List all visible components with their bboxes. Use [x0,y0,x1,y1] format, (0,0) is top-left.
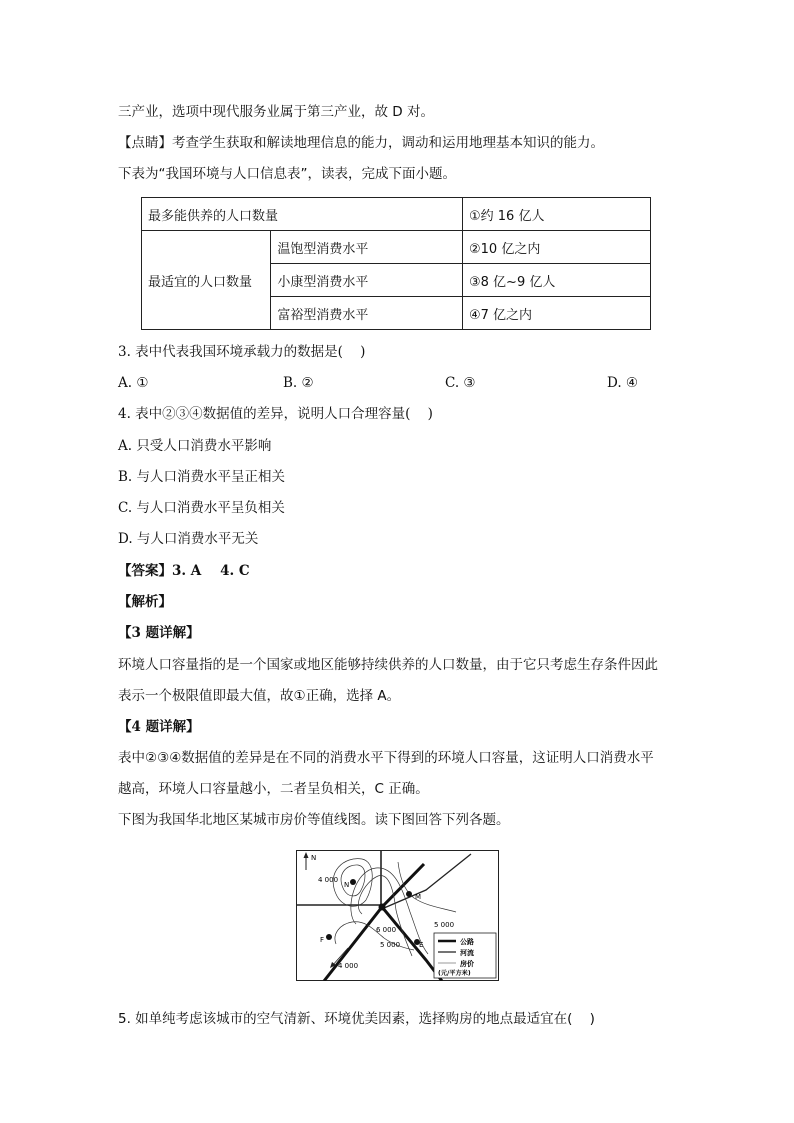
table-cell: 小康型消费水平 [271,264,463,297]
map-legend [434,933,496,978]
isoline-value: 4 000 [318,876,339,884]
population-table [141,197,651,330]
table-cell: ③8 亿~9 亿人 [463,264,651,297]
question-3-option-a: A. ① [118,375,149,391]
point-n-marker [350,879,356,885]
isoline-value: 4 000 [338,962,359,970]
detail-3-text-2: 表示一个极限值即最大值，故①正确，选择 A。 [118,688,401,704]
legend-road-label: 公路 [460,938,474,946]
question-4-option-b: B. 与人口消费水平呈正相关 [118,469,286,485]
analysis-heading: 【解析】 [118,594,172,610]
intersection-marker [379,904,386,911]
table-row-header: 最适宜的人口数量 [142,231,271,330]
table-cell: ④7 亿之内 [463,297,651,330]
point-f-marker [326,934,332,940]
table-cell: ①约 16 亿人 [463,198,651,231]
table-cell: 富裕型消费水平 [271,297,463,330]
question-3-option-b: B. ② [283,375,314,391]
isoline-value: 5 000 [380,941,401,949]
question-4-option-d: D. 与人口消费水平无关 [118,531,259,547]
detail-4-text-1: 表中②③④数据值的差异是在不同的消费水平下得到的环境人口容量，这证明人口消费水平 [118,750,654,766]
point-f-label: F [320,936,325,944]
point-e-label: E [419,941,424,949]
legend-unit-label: (元/平方米) [438,970,471,977]
table-cell: ②10 亿之内 [463,231,651,264]
point-n-label: N [344,881,350,889]
legend-river-label: 河流 [460,949,474,957]
detail-3-text-1: 环境人口容量指的是一个国家或地区能够持续供养的人口数量，由于它只考虑生存条件因此 [118,657,658,673]
isoline-value: 5 000 [434,921,455,929]
detail-4-heading: 【4 题详解】 [118,719,200,735]
question-3-option-d: D. ④ [607,375,639,391]
question-4-stem: 4. 表中②③④数据值的差异，说明人口合理容量( ) [118,406,433,422]
text-line-3: 下表为“我国环境与人口信息表”，读表，完成下面小题。 [118,166,456,182]
table-cell: 温饱型消费水平 [271,231,463,264]
point-m-label: M [415,893,422,901]
detail-4-text-2: 越高，环境人口容量越小，二者呈负相关，C 正确。 [118,781,429,797]
table-cell: 最多能供养的人口数量 [142,198,463,231]
table-row [142,198,651,231]
answer-line: 【答案】3. A 4. C [118,563,250,579]
map-intro: 下图为我国华北地区某城市房价等值线图。读下图回答下列各题。 [118,812,510,828]
question-4-option-a: A. 只受人口消费水平影响 [118,438,272,454]
question-5-stem: 5. 如单纯考虑该城市的空气清新、环境优美因素，选择购房的地点最适宜在( ) [118,1011,595,1027]
table-row [142,231,651,264]
point-m-marker [406,891,412,897]
text-line-1: 三产业，选项中现代服务业属于第三产业，故 D 对。 [118,104,434,120]
detail-3-heading: 【3 题详解】 [118,625,200,641]
question-4-option-c: C. 与人口消费水平呈负相关 [118,500,285,516]
text-line-2: 【点睛】考查学生获取和解读地理信息的能力，调动和运用地理基本知识的能力。 [118,135,604,151]
question-3-stem: 3. 表中代表我国环境承载力的数据是( ) [118,344,366,360]
isoline-value: 6 000 [376,926,397,934]
legend-price-label: 房价 [460,960,474,968]
north-label: N [311,854,317,862]
house-price-isoline-map [296,850,499,981]
question-3-option-c: C. ③ [445,375,476,391]
